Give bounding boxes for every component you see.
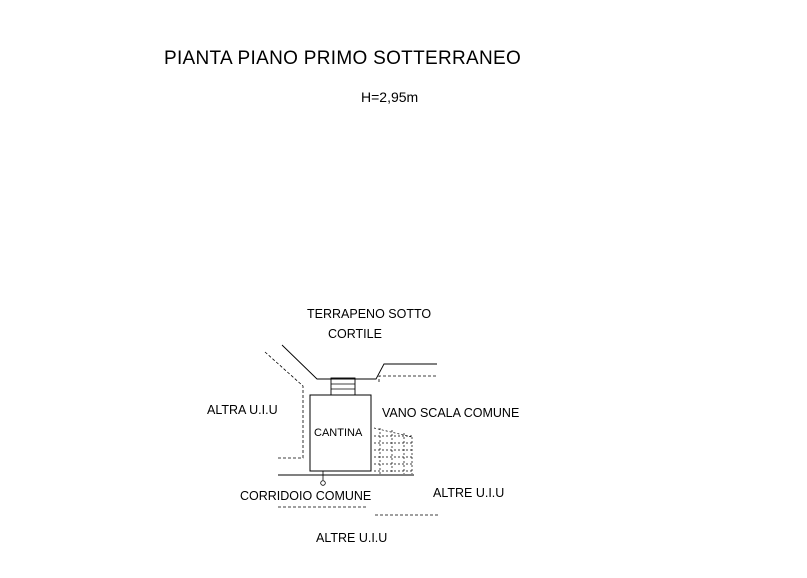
label-vano-scala: VANO SCALA COMUNE (382, 406, 520, 420)
height-note: H=2,95m (361, 89, 419, 105)
stair-hatch (374, 428, 412, 474)
label-terrapeno-line1: TERRAPENO SOTTO (307, 307, 432, 321)
plan-title: PIANTA PIANO PRIMO SOTTERRANEO (164, 48, 522, 69)
label-corridoio: CORRIDOIO COMUNE (240, 489, 372, 503)
label-altre-uiu-bottom: ALTRE U.I.U (316, 531, 388, 545)
top-opening (331, 378, 355, 395)
embankment-line (282, 345, 437, 379)
door-marker (321, 481, 326, 486)
label-altre-uiu-right: ALTRE U.I.U (433, 486, 505, 500)
right-dashed-boundary-top (379, 376, 438, 382)
label-terrapeno-line2: CORTILE (328, 327, 382, 341)
label-cantina: CANTINA (314, 427, 363, 439)
label-altra-uiu: ALTRA U.I.U (207, 403, 278, 417)
